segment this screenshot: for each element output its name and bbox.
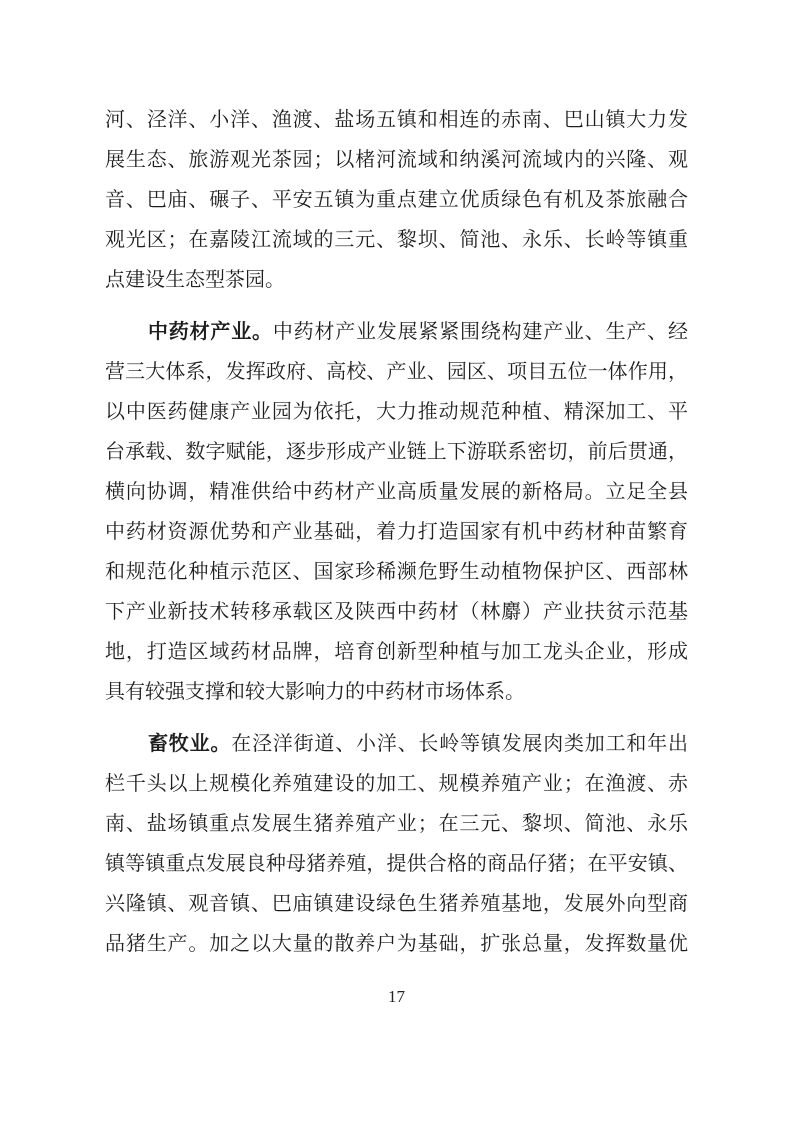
text-line: 地，打造区域药材品牌，培育创新型种植与加工龙头企业，形成 bbox=[105, 641, 688, 663]
page-number: 17 bbox=[388, 987, 405, 1006]
paragraph-lead: 畜牧业。 bbox=[148, 733, 232, 755]
text-line: 以中医药健康产业园为依托，大力推动规范种植、精深加工、平 bbox=[105, 401, 688, 423]
paragraph-medicinal-materials bbox=[105, 312, 688, 712]
text-line: 观光区；在嘉陵江流域的三元、黎坝、简池、永乐、长岭等镇重 bbox=[105, 229, 688, 251]
text-line: 展生态、旅游观光茶园；以楮河流域和纳溪河流域内的兴隆、观 bbox=[105, 149, 688, 171]
text-line: 下产业新技术转移承载区及陕西中药材（林麝）产业扶贫示范基 bbox=[105, 601, 688, 623]
text-line: 横向协调，精准供给中药材产业高质量发展的新格局。立足全县 bbox=[105, 481, 688, 503]
paragraph-tea-industry bbox=[105, 100, 688, 300]
text-line: 南、盐场镇重点发展生猪养殖产业；在三元、黎坝、简池、永乐 bbox=[105, 813, 688, 835]
line-text: 在泾洋街道、小洋、长岭等镇发展肉类加工和年出 bbox=[231, 733, 689, 755]
text-line: 点建设生态型茶园。 bbox=[105, 269, 285, 291]
text-line: 具有较强支撑和较大影响力的中药材市场体系。 bbox=[105, 681, 525, 703]
text-line: 台承载、数字赋能，逐步形成产业链上下游联系密切，前后贯通， bbox=[105, 441, 688, 463]
text-line: 营三大体系，发挥政府、高校、产业、园区、项目五位一体作用， bbox=[105, 361, 688, 383]
text-line: 镇等镇重点发展良种母猪养殖，提供合格的商品仔猪；在平安镇、 bbox=[105, 853, 688, 875]
text-line: 和规范化种植示范区、国家珍稀濒危野生动植物保护区、西部林 bbox=[105, 561, 688, 583]
paragraph-lead: 中药材产业。 bbox=[148, 321, 273, 343]
paragraph-animal-husbandry bbox=[105, 724, 688, 964]
line-text: 中药材产业发展紧紧围绕构建产业、生产、经 bbox=[272, 321, 689, 343]
text-line bbox=[105, 724, 688, 764]
text-line: 品猪生产。加之以大量的散养户为基础，扩张总量，发挥数量优 bbox=[105, 933, 688, 955]
page-body bbox=[105, 100, 688, 964]
text-line: 兴隆镇、观音镇、巴庙镇建设绿色生猪养殖基地，发展外向型商 bbox=[105, 893, 688, 915]
text-line: 河、泾洋、小洋、渔渡、盐场五镇和相连的赤南、巴山镇大力发 bbox=[105, 109, 688, 131]
text-line: 音、巴庙、碾子、平安五镇为重点建立优质绿色有机及茶旅融合 bbox=[105, 189, 688, 211]
text-line bbox=[105, 312, 688, 352]
text-line: 栏千头以上规模化养殖建设的加工、规模养殖产业；在渔渡、赤 bbox=[105, 773, 688, 795]
text-line: 中药材资源优势和产业基础，着力打造国家有机中药材种苗繁育 bbox=[105, 521, 688, 543]
